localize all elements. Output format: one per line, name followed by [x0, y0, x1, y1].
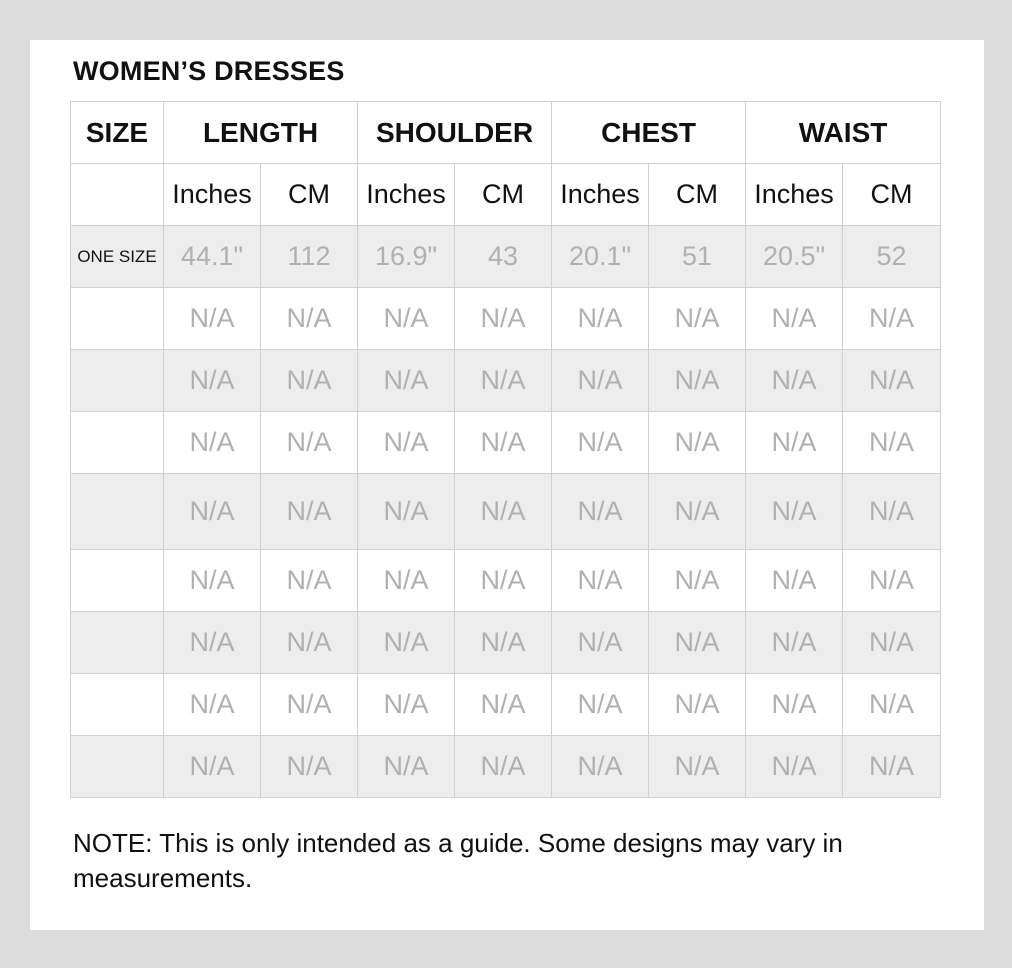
value-cell-shoulder-inches: N/A	[358, 412, 455, 474]
value-cell-chest-inches: 20.1"	[552, 226, 649, 288]
value-cell-waist-cm: N/A	[843, 288, 941, 350]
value-cell-chest-cm: 51	[649, 226, 746, 288]
value-cell-waist-cm: N/A	[843, 350, 941, 412]
value-cell-waist-inches: N/A	[746, 736, 843, 798]
value-cell-length-inches: N/A	[164, 412, 261, 474]
unit-chest-inches: Inches	[552, 164, 649, 226]
value-cell-length-cm: 112	[261, 226, 358, 288]
unit-row	[71, 164, 941, 226]
value-cell-chest-inches: N/A	[552, 474, 649, 550]
size-cell	[71, 612, 164, 674]
value-cell-shoulder-inches: N/A	[358, 550, 455, 612]
value-cell-shoulder-inches: N/A	[358, 674, 455, 736]
header-shoulder: SHOULDER	[358, 102, 552, 164]
unit-chest-cm: CM	[649, 164, 746, 226]
value-cell-shoulder-cm: N/A	[455, 736, 552, 798]
header-size: SIZE	[71, 102, 164, 164]
value-cell-length-cm: N/A	[261, 474, 358, 550]
value-cell-chest-cm: N/A	[649, 550, 746, 612]
header-row	[71, 102, 941, 164]
value-cell-shoulder-inches: N/A	[358, 736, 455, 798]
header-length: LENGTH	[164, 102, 358, 164]
unit-length-cm: CM	[261, 164, 358, 226]
value-cell-waist-inches: N/A	[746, 350, 843, 412]
value-cell-length-inches: N/A	[164, 674, 261, 736]
size-cell	[71, 350, 164, 412]
size-cell	[71, 736, 164, 798]
value-cell-length-cm: N/A	[261, 550, 358, 612]
value-cell-chest-inches: N/A	[552, 550, 649, 612]
size-cell	[71, 412, 164, 474]
value-cell-chest-cm: N/A	[649, 350, 746, 412]
value-cell-length-inches: N/A	[164, 350, 261, 412]
value-cell-chest-inches: N/A	[552, 412, 649, 474]
unit-length-inches: Inches	[164, 164, 261, 226]
guide-note: NOTE: This is only intended as a guide. Some designs may vary in measurements.	[73, 828, 843, 893]
value-cell-length-cm: N/A	[261, 412, 358, 474]
value-cell-chest-inches: N/A	[552, 736, 649, 798]
value-cell-chest-cm: N/A	[649, 674, 746, 736]
value-cell-waist-inches: N/A	[746, 288, 843, 350]
value-cell-length-cm: N/A	[261, 612, 358, 674]
size-chart-card	[30, 40, 984, 930]
unit-waist-cm: CM	[843, 164, 941, 226]
table-row	[71, 674, 941, 736]
value-cell-waist-inches: N/A	[746, 674, 843, 736]
value-cell-shoulder-cm: 43	[455, 226, 552, 288]
value-cell-chest-cm: N/A	[649, 288, 746, 350]
table-row	[71, 474, 941, 550]
value-cell-waist-inches: N/A	[746, 612, 843, 674]
value-cell-shoulder-cm: N/A	[455, 412, 552, 474]
unit-size-blank	[71, 164, 164, 226]
value-cell-length-inches: N/A	[164, 288, 261, 350]
value-cell-waist-inches: N/A	[746, 550, 843, 612]
size-cell	[71, 550, 164, 612]
value-cell-length-cm: N/A	[261, 736, 358, 798]
value-cell-waist-inches: N/A	[746, 474, 843, 550]
size-cell	[71, 674, 164, 736]
chart-title: WOMEN’S DRESSES	[73, 56, 345, 86]
value-cell-waist-cm: N/A	[843, 412, 941, 474]
value-cell-shoulder-inches: 16.9"	[358, 226, 455, 288]
header-chest: CHEST	[552, 102, 746, 164]
value-cell-length-inches: N/A	[164, 736, 261, 798]
unit-shoulder-inches: Inches	[358, 164, 455, 226]
value-cell-chest-inches: N/A	[552, 350, 649, 412]
table-row	[71, 412, 941, 474]
table-row	[71, 226, 941, 288]
value-cell-length-inches: N/A	[164, 612, 261, 674]
value-cell-waist-cm: N/A	[843, 674, 941, 736]
value-cell-chest-inches: N/A	[552, 674, 649, 736]
value-cell-shoulder-cm: N/A	[455, 474, 552, 550]
value-cell-chest-inches: N/A	[552, 288, 649, 350]
value-cell-waist-inches: 20.5"	[746, 226, 843, 288]
table-row	[71, 550, 941, 612]
table-row	[71, 612, 941, 674]
value-cell-waist-cm: 52	[843, 226, 941, 288]
value-cell-waist-cm: N/A	[843, 736, 941, 798]
size-cell	[71, 474, 164, 550]
value-cell-chest-cm: N/A	[649, 412, 746, 474]
value-cell-shoulder-cm: N/A	[455, 288, 552, 350]
value-cell-waist-cm: N/A	[843, 550, 941, 612]
header-waist: WAIST	[746, 102, 941, 164]
value-cell-length-inches: N/A	[164, 550, 261, 612]
size-chart-table	[70, 101, 941, 798]
value-cell-shoulder-inches: N/A	[358, 612, 455, 674]
table-row	[71, 736, 941, 798]
value-cell-length-inches: 44.1"	[164, 226, 261, 288]
value-cell-length-cm: N/A	[261, 350, 358, 412]
table-row	[71, 288, 941, 350]
value-cell-chest-cm: N/A	[649, 474, 746, 550]
value-cell-shoulder-cm: N/A	[455, 550, 552, 612]
size-cell	[71, 288, 164, 350]
value-cell-chest-inches: N/A	[552, 612, 649, 674]
value-cell-shoulder-cm: N/A	[455, 350, 552, 412]
value-cell-chest-cm: N/A	[649, 736, 746, 798]
value-cell-shoulder-cm: N/A	[455, 674, 552, 736]
value-cell-length-inches: N/A	[164, 474, 261, 550]
value-cell-length-cm: N/A	[261, 674, 358, 736]
value-cell-waist-cm: N/A	[843, 474, 941, 550]
value-cell-shoulder-inches: N/A	[358, 350, 455, 412]
size-cell: ONE SIZE	[71, 226, 164, 288]
unit-waist-inches: Inches	[746, 164, 843, 226]
value-cell-shoulder-cm: N/A	[455, 612, 552, 674]
value-cell-chest-cm: N/A	[649, 612, 746, 674]
value-cell-length-cm: N/A	[261, 288, 358, 350]
table-row	[71, 350, 941, 412]
value-cell-shoulder-inches: N/A	[358, 288, 455, 350]
unit-shoulder-cm: CM	[455, 164, 552, 226]
value-cell-waist-inches: N/A	[746, 412, 843, 474]
value-cell-shoulder-inches: N/A	[358, 474, 455, 550]
value-cell-waist-cm: N/A	[843, 612, 941, 674]
